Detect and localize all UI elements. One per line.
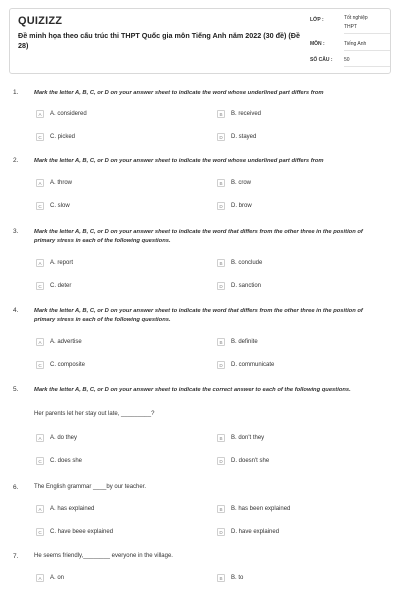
option-text: B. definite [231, 339, 258, 345]
answer-option[interactable] [36, 132, 75, 142]
class-value-line-2: THPT [344, 24, 358, 30]
option-key-box: C [36, 133, 44, 141]
option-key-box: A [36, 574, 44, 582]
answer-option[interactable] [36, 573, 64, 583]
answer-option[interactable] [36, 527, 113, 537]
option-text: C. picked [50, 134, 76, 140]
option-text: D. brow [231, 203, 252, 209]
option-key-box: B [217, 574, 225, 582]
answer-option[interactable] [217, 504, 290, 514]
answer-option[interactable] [36, 337, 82, 347]
option-key-box: A [36, 259, 44, 267]
option-key-box: B [217, 434, 225, 442]
option-key-box: B [217, 505, 225, 513]
question-stem: The English grammar ____by our teacher. [34, 484, 147, 490]
answer-option[interactable] [217, 201, 252, 211]
count-divider [344, 66, 390, 67]
question-count-label: SỐ CÂU : [310, 57, 333, 63]
subject-label: MÔN : [310, 41, 325, 47]
option-text: C. does she [50, 458, 83, 464]
option-text: A. report [50, 260, 74, 266]
answer-option[interactable] [36, 456, 82, 466]
option-text: C. composite [50, 362, 86, 368]
option-text: B. conclude [231, 260, 263, 266]
option-key-box: B [217, 259, 225, 267]
answer-option[interactable] [36, 360, 85, 370]
question-instruction: Mark the letter A, B, C, or D on your answer sheet to indicate the word whose underlined part differs from [34, 158, 324, 164]
answer-option[interactable] [36, 178, 72, 188]
answer-option[interactable] [217, 258, 262, 268]
option-key-box: C [36, 457, 44, 465]
option-text: B. has been explained [231, 506, 291, 512]
subject-divider [344, 50, 390, 51]
option-key-box: D [217, 133, 225, 141]
option-text: C. deter [50, 283, 72, 289]
option-key-box: C [36, 282, 44, 290]
option-key-box: A [36, 179, 44, 187]
question-number: 1. [13, 89, 19, 96]
question-number: 7. [13, 553, 19, 560]
option-key-box: B [217, 338, 225, 346]
answer-option[interactable] [36, 433, 77, 443]
question-instruction: Mark the letter A, B, C, or D on your answer sheet to indicate the word that differs from the other three in the position of primary stress in each of the following questions. [34, 308, 363, 323]
question-instruction: Mark the letter A, B, C, or D on your answer sheet to indicate the word whose underlined part differs from [34, 90, 324, 96]
option-key-box: B [217, 110, 225, 118]
answer-option[interactable] [36, 504, 94, 514]
quizizz-logo: QUIZIZZ [18, 15, 63, 27]
class-value-line-1: Tốt nghiệp [344, 15, 368, 21]
worksheet-header [9, 8, 391, 74]
option-text: D. stayed [231, 134, 257, 140]
option-text: D. communicate [231, 362, 275, 368]
option-key-box: C [36, 361, 44, 369]
question-count-value: 50 [344, 57, 350, 63]
question-number: 6. [13, 484, 19, 491]
answer-option[interactable] [217, 527, 279, 537]
option-key-box: A [36, 338, 44, 346]
question-number: 5. [13, 386, 19, 393]
option-key-box: D [217, 282, 225, 290]
option-text: D. doesn't she [231, 458, 270, 464]
option-text: B. crow [231, 180, 252, 186]
option-text: A. considered [50, 111, 87, 117]
class-divider [344, 33, 390, 34]
option-text: D. have explained [231, 529, 280, 535]
option-text: D. sanction [231, 283, 262, 289]
question-number: 3. [13, 228, 19, 235]
answer-option[interactable] [217, 456, 269, 466]
answer-option[interactable] [217, 433, 264, 443]
option-text: A. throw [50, 180, 73, 186]
option-text: B. don't they [231, 435, 265, 441]
option-key-box: B [217, 179, 225, 187]
option-key-box: A [36, 110, 44, 118]
answer-option[interactable] [217, 337, 258, 347]
option-text: A. has explained [50, 506, 95, 512]
answer-option[interactable] [36, 109, 87, 119]
option-key-box: A [36, 505, 44, 513]
question-stem: He seems friendly,________ everyone in the village. [34, 553, 173, 559]
question-instruction: Mark the letter A, B, C, or D on your answer sheet to indicate the correct answer to each of the following questions. [34, 387, 351, 393]
option-key-box: D [217, 361, 225, 369]
answer-option[interactable] [217, 132, 256, 142]
option-key-box: D [217, 528, 225, 536]
answer-option[interactable] [217, 281, 261, 291]
option-text: C. slow [50, 203, 70, 209]
option-key-box: A [36, 434, 44, 442]
option-text: A. do they [50, 435, 78, 441]
worksheet-title: Đề minh họa theo cấu trúc thi THPT Quốc gia môn Tiếng Anh năm 2022 (30 đề) (Đề 28) [18, 31, 300, 50]
option-text: C. have beee explained [50, 529, 114, 535]
answer-option[interactable] [36, 281, 71, 291]
option-key-box: C [36, 528, 44, 536]
option-key-box: D [217, 202, 225, 210]
option-text: B. to [231, 575, 244, 581]
answer-option[interactable] [217, 360, 274, 370]
answer-option[interactable] [36, 201, 70, 211]
question-stem: Her parents let her stay out late, _________? [34, 411, 155, 417]
option-text: A. on [50, 575, 65, 581]
subject-value: Tiếng Anh [344, 41, 367, 47]
question-number: 2. [13, 157, 19, 164]
class-label: LỚP : [310, 17, 324, 23]
question-number: 4. [13, 307, 19, 314]
answer-option[interactable] [36, 258, 73, 268]
option-text: A. advertise [50, 339, 82, 345]
answer-option[interactable] [217, 573, 243, 583]
option-key-box: C [36, 202, 44, 210]
answer-option[interactable] [217, 178, 251, 188]
answer-option[interactable] [217, 109, 261, 119]
option-key-box: D [217, 457, 225, 465]
question-instruction: Mark the letter A, B, C, or D on your answer sheet to indicate the word that differs from the other three in the position of primary stress in each of the following questions. [34, 229, 363, 244]
option-text: B. received [231, 111, 262, 117]
